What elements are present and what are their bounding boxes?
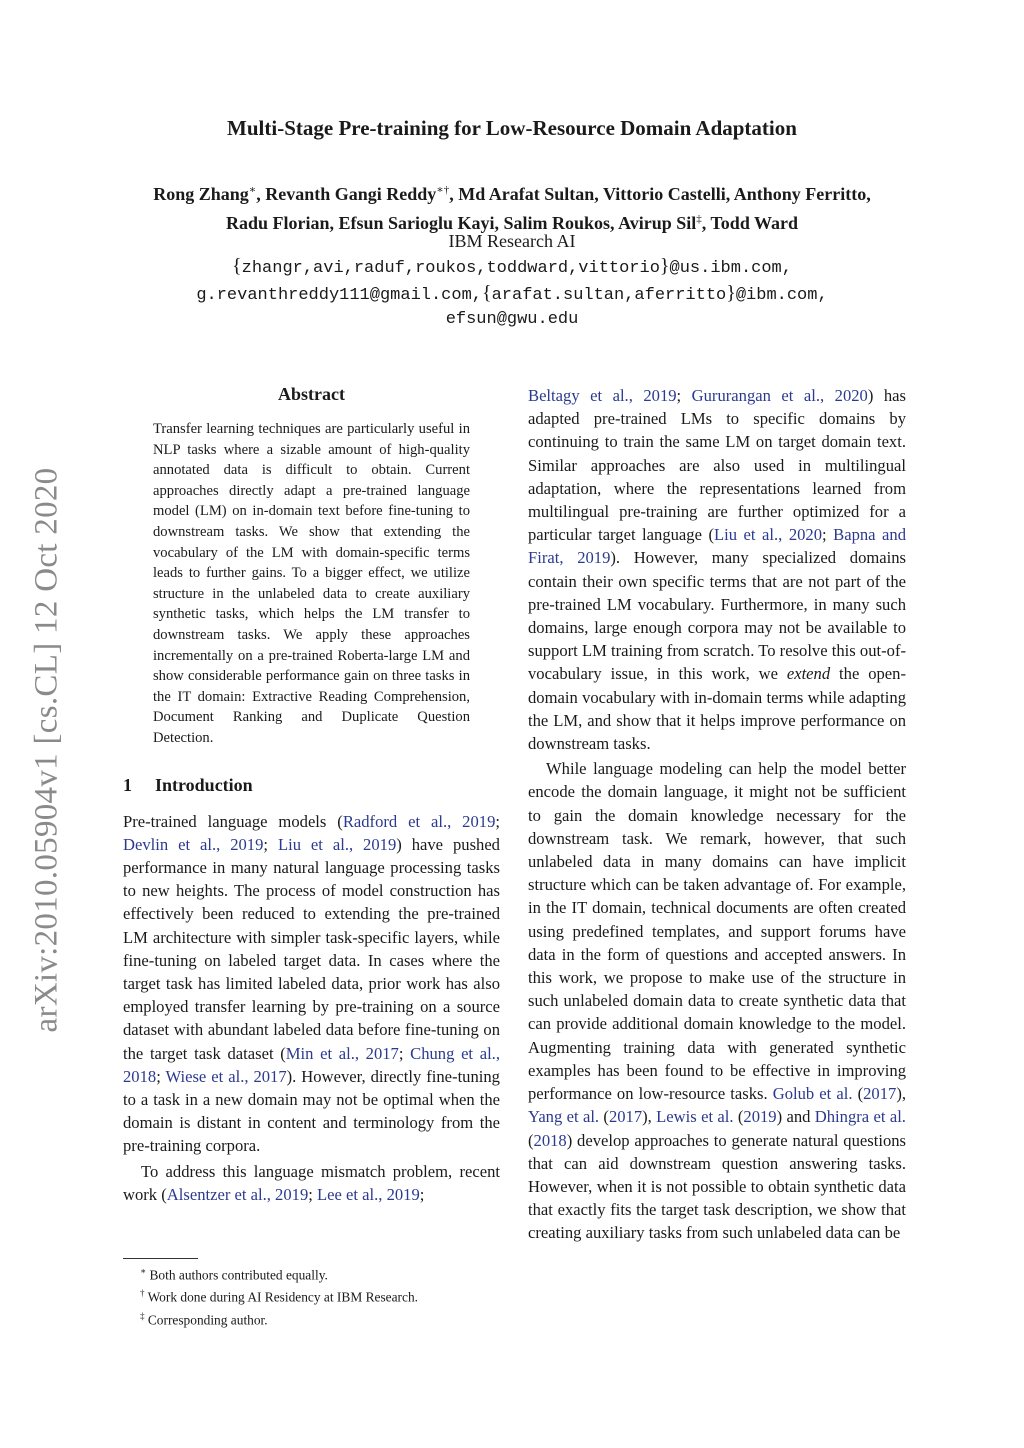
citation-link[interactable]: Liu et al., 2020 (714, 525, 823, 545)
arxiv-sidebar-stamp (30, 450, 64, 1050)
author-name: Rong Zhang (153, 184, 249, 204)
footnote-item: ∗ Both authors contributed equally. (140, 1266, 328, 1283)
citation-link[interactable]: Bapna and Firat, 2019 (528, 525, 906, 568)
citation-link[interactable]: Devlin et al., 2019 (123, 834, 264, 854)
author-mark: ∗† (436, 184, 450, 196)
citation-link[interactable]: 2017 (608, 1107, 643, 1127)
author-mark: ∗ (248, 184, 257, 196)
citation-link[interactable]: Alsentzer et al., 2019 (166, 1184, 309, 1204)
emphasis: extend (786, 664, 831, 684)
citation-link[interactable]: Dhingra et al. (814, 1107, 906, 1127)
author-name: Radu Florian, Efsun Sarioglu Kayi, Salim Roukos, Avirup Sil (225, 213, 697, 233)
left-column (123, 384, 500, 1206)
citation-link[interactable]: Yang et al. (528, 1107, 600, 1127)
abstract-heading: Abstract (278, 384, 345, 404)
intro-paragraph-4: While language modeling can help the model better encode the domain language, it might not be sufficient to gain the domain knowledge necessary for the downstream task. We remark, however, that such unlabeled data in many domains can have implicit structure which can be taken advantage of. For example, in the IT domain, technical documents are often created using predefined templates, and support forums have data in the form of questions and accepted answers. In this work, we propose to make use of the structure in such unlabeled domain data to create synthetic data that can provide additional domain knowledge to the model. Augmenting training data with generated synthetic examples has been found to be effective in improving performance on low-resource tasks. Golub et al. (2017), Yang et al. (2017), Lewis et al. (2019) and Dhingra et al. (2018) develop approaches to generate natural questions that can aid downstream question answering tasks. However, when it is not possible to obtain synthetic data that exactly fits the target task description, we show that creating auxiliary tasks from such unlabeled data can be (528, 759, 906, 1243)
intro-paragraph-3: Beltagy et al., 2019; Gururangan et al., 2020) has adapted pre-trained LMs to specific domains by continuing to train the same LM on target domain text. Similar approaches are also used in multilingual adaptation, where the representations learned from multilingual pre-training are further optimized for a particular target language (Liu et al., 2020; Bapna and Firat, 2019). However, many specialized domains contain their own specific terms that are not part of the pre-trained LM vocabulary. Furthermore, in many such domains, large enough corpora may not be available to support LM training from scratch. To resolve this out-of-vocabulary issue, in this work, we extend the open-domain vocabulary with in-domain terms while adapting the LM, and show that it helps improve performance on downstream tasks. (528, 386, 907, 754)
author-emails (80, 254, 944, 332)
abstract-text: Transfer learning techniques are particularly useful in NLP tasks where a sizable amount of high-quality annotated data is difficult to obtain. Current approaches directly adapt a pre-trained language model (LM) on in-domain text before fine-tuning to downstream tasks. We show that extending the vocabulary of the LM with domain-specific terms leads to further gains. To a bigger effect, we utilize structure in the unlabeled data to create auxiliary synthetic tasks, which helps the LM transfer to downstream tasks. We apply these approaches incrementally on a pre-trained Roberta-large LM and show considerable performance gain on three tasks in the IT domain: Extractive Reading Comprehension, Document Ranking and Duplicate Question Detection. (153, 421, 470, 746)
arxiv-identifier: arXiv:2010.05904v1 [cs.CL] 12 Oct 2020 (28, 467, 65, 1033)
email-line-3: efsun@gwu.edu (445, 310, 579, 329)
section-heading (123, 775, 500, 796)
author-list (80, 178, 944, 236)
section-number: 1 (123, 774, 132, 795)
author-name: Revanth Gangi Reddy (265, 184, 437, 204)
citation-link[interactable]: Chung et al., 2018 (123, 1043, 500, 1086)
citation-link[interactable]: Wiese et al., 2017 (165, 1066, 287, 1086)
citation-link[interactable]: Min et al., 2017 (285, 1043, 399, 1063)
section-title: Introduction (155, 774, 253, 795)
footnote-item: † Work done during AI Residency at IBM Research. (140, 1288, 418, 1305)
email-line-2: g.revanthreddy111@gmail.com,{arafat.sultan,aferritto}@ibm.com, (196, 282, 828, 305)
footnote-divider (123, 1258, 198, 1259)
citation-link[interactable]: Radford et al., 2019 (342, 811, 496, 831)
citation-link[interactable]: Lewis et al. (656, 1107, 734, 1127)
author-line-2: Radu Florian, Efsun Sarioglu Kayi, Salim Roukos, Avirup Sil‡, Todd Ward (225, 213, 799, 233)
intro-paragraph-2: To address this language mismatch problem, recent work (Alsentzer et al., 2019; Lee et al., 2019; (123, 1161, 500, 1204)
citation-link[interactable]: Liu et al., 2019 (277, 834, 397, 854)
right-column (528, 384, 906, 1245)
citation-link[interactable]: Lee et al., 2019 (317, 1184, 420, 1204)
email-line-1: {zhangr,avi,raduf,roukos,toddward,vittorio}@us.ibm.com, (232, 255, 792, 278)
author-line-1: Rong Zhang∗, Revanth Gangi Reddy∗†, Md Arafat Sultan, Vittorio Castelli, Anthony Ferritto, (153, 184, 871, 204)
citation-link[interactable]: 2017 (863, 1084, 897, 1104)
affiliation: IBM Research AI (448, 231, 576, 251)
footnotes (140, 1262, 520, 1329)
citation-link[interactable]: Gururangan et al., 2020 (691, 386, 868, 405)
author-name: Md Arafat Sultan, Vittorio Castelli, Anthony Ferritto, (458, 184, 871, 204)
citation-link[interactable]: 2018 (533, 1130, 567, 1150)
author-name: Todd Ward (710, 213, 799, 233)
citation-link[interactable]: Golub et al. (772, 1084, 853, 1104)
intro-paragraph-1: Pre-trained language models (Radford et al., 2019; Devlin et al., 2019; Liu et al., 2019) have pushed performance in many natural language processing tasks to new heights. The process of model construction has effectively been reduced to extending the pre-trained LM architecture with simpler task-specific layers, while fine-tuning on labeled target data. In cases where the target task has limited labeled data, prior work has also employed transfer learning by pre-training on a source dataset with abundant labeled data before fine-tuning on the target task dataset (Min et al., 2017; Chung et al., 2018; Wiese et al., 2017). However, directly fine-tuning to a task in a new domain may not be optimal when the domain is distant in content and terminology from the pre-training corpora. (123, 811, 500, 1156)
footnote-item: ‡ Corresponding author. (140, 1310, 268, 1328)
citation-link[interactable]: 2019 (743, 1107, 777, 1127)
author-mark: ‡ (696, 213, 702, 225)
citation-link[interactable]: Beltagy et al., 2019 (528, 386, 677, 405)
paper-title: Multi-Stage Pre-training for Low-Resource Domain Adaptation (227, 116, 797, 140)
